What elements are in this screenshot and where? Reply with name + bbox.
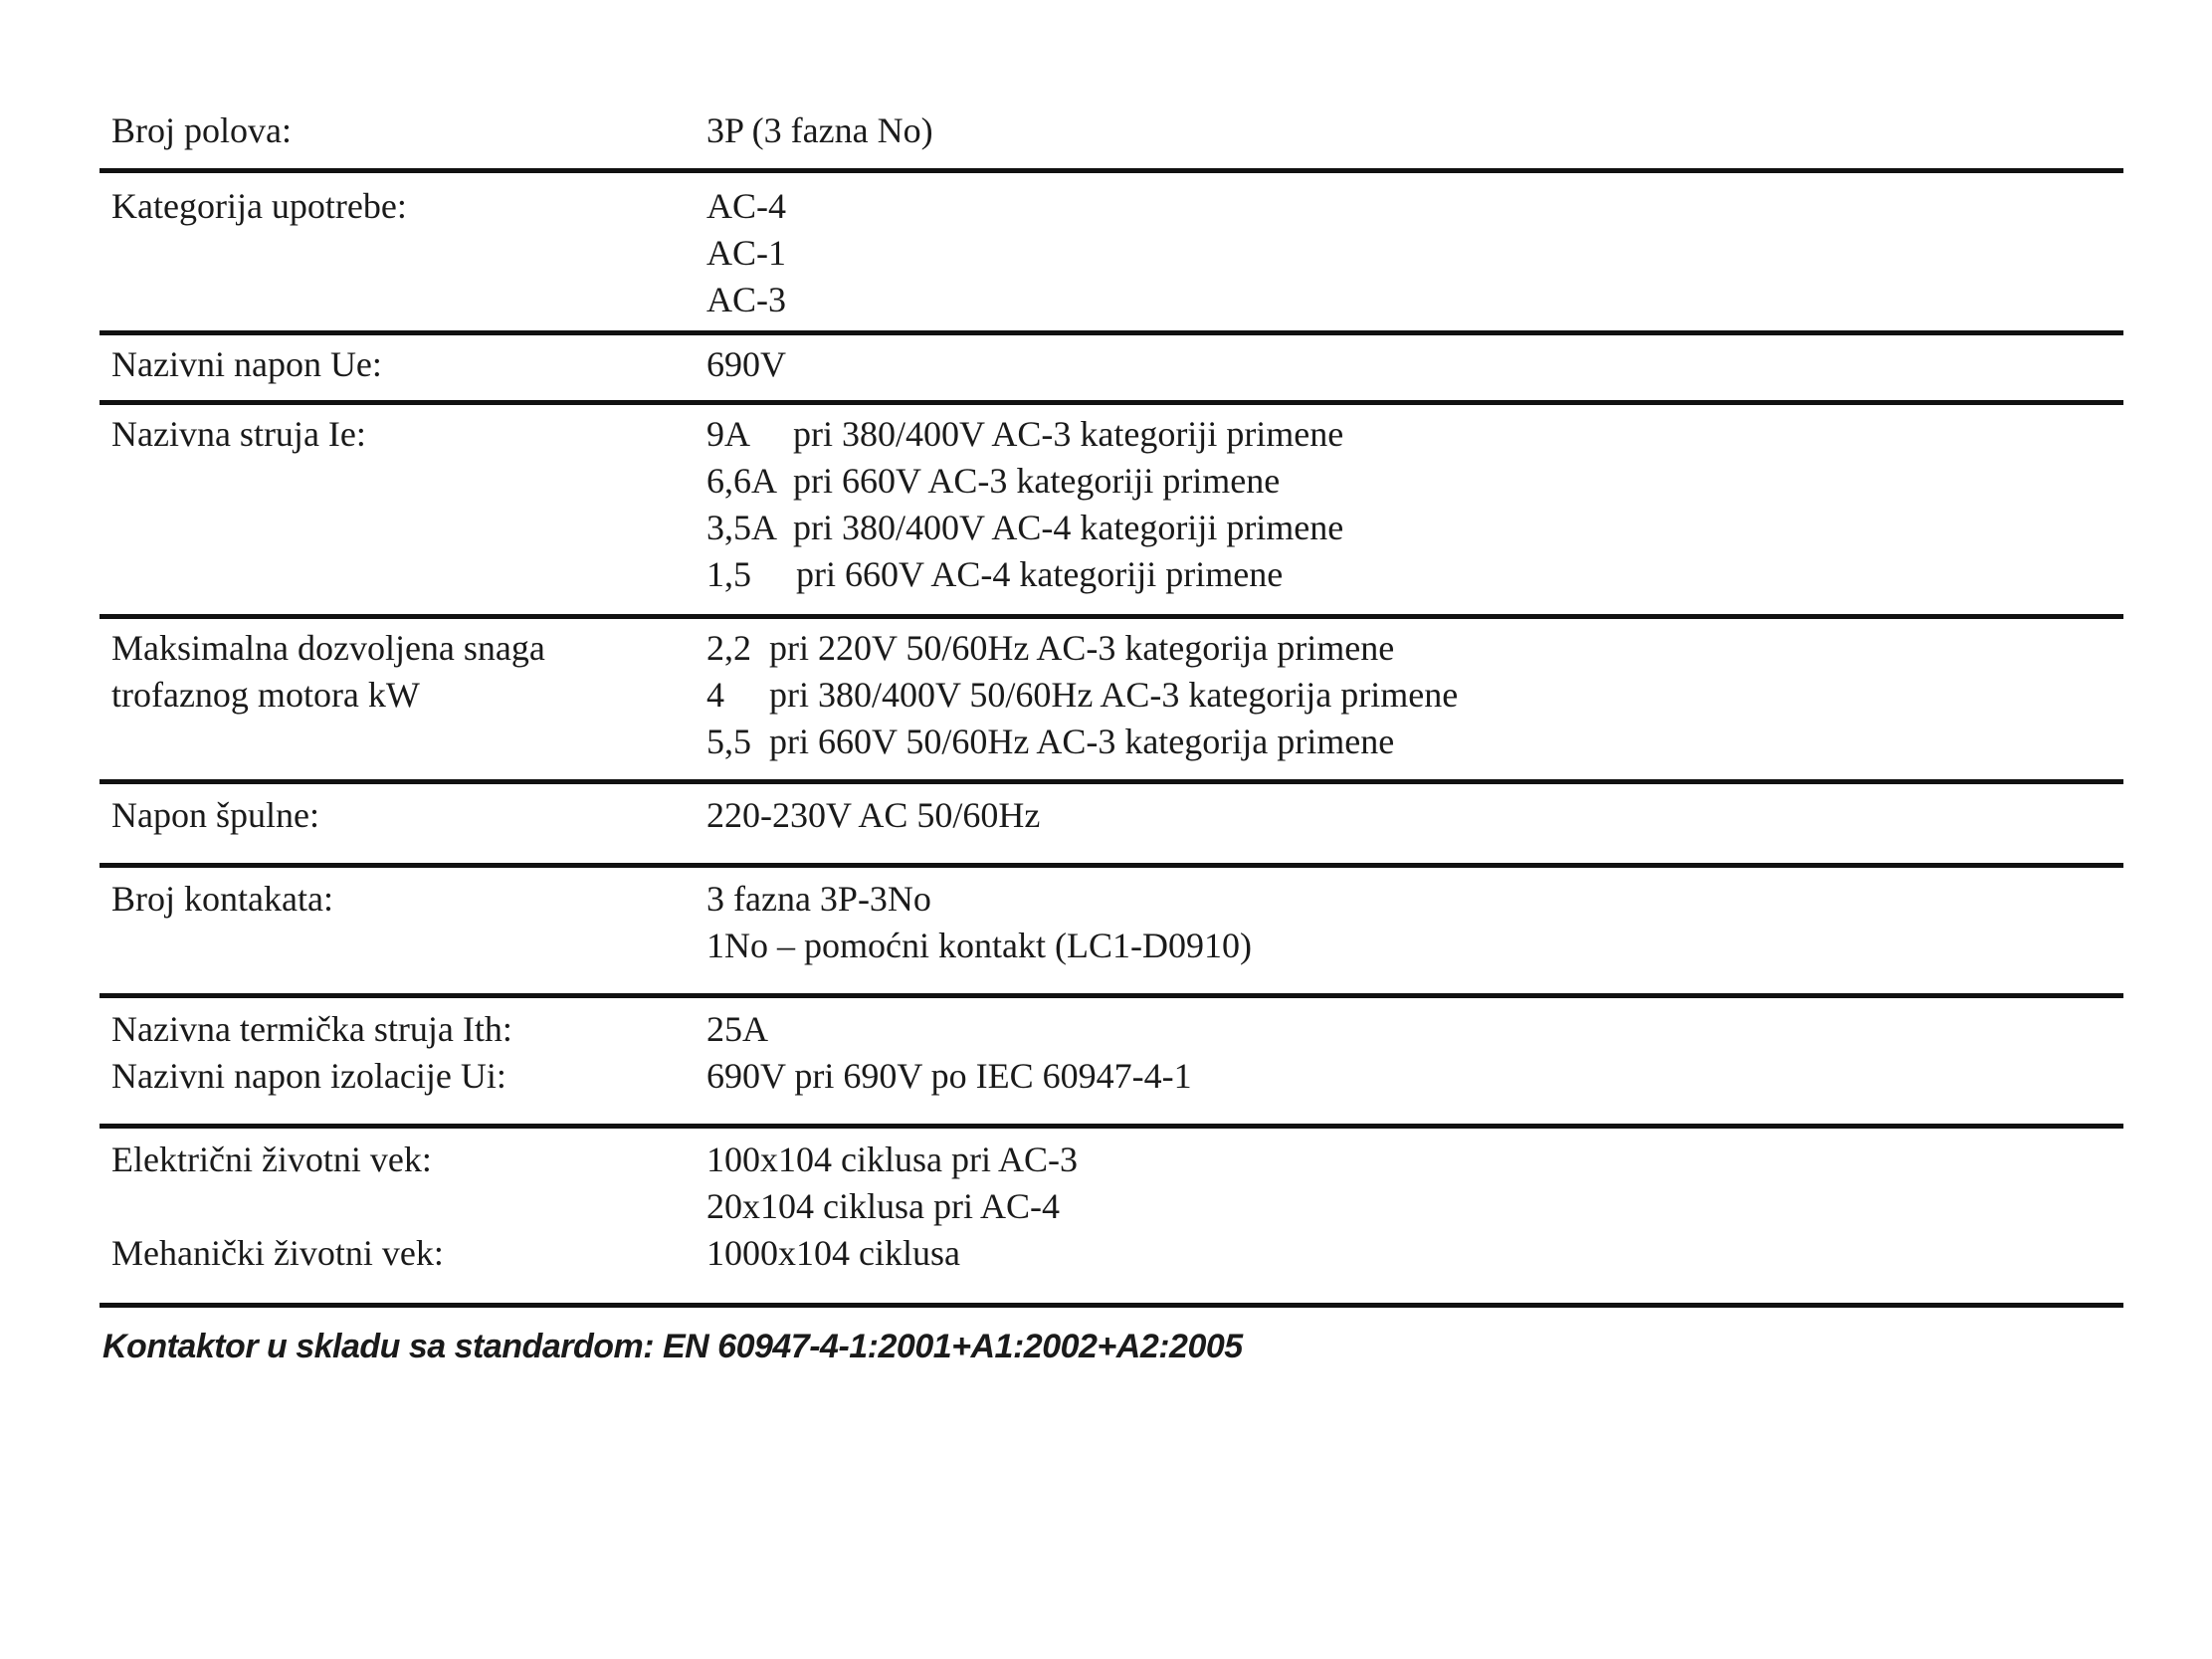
value-line: 6,6A pri 660V AC-3 kategoriji primene	[706, 461, 1281, 501]
value-line: 3P (3 fazna No)	[706, 110, 933, 150]
value-line: 5,5 pri 660V 50/60Hz AC-3 kategorija primene	[706, 722, 1395, 761]
value-line: AC-3	[706, 280, 786, 319]
label-spacer	[111, 1183, 706, 1230]
value-line: AC-1	[706, 233, 786, 273]
label-line: Napon špulne:	[111, 795, 319, 835]
spec-label	[100, 107, 706, 154]
value-line: 4 pri 380/400V 50/60Hz AC-3 kategorija primene	[706, 675, 1459, 715]
label-line: Električni životni vek:	[111, 1140, 432, 1179]
row-divider	[100, 1303, 2123, 1308]
spec-label	[100, 341, 706, 388]
spec-row-contact-count	[100, 868, 2123, 993]
spec-label	[100, 625, 706, 765]
value-line: 20x104 ciklusa pri AC-4	[706, 1186, 1060, 1226]
value-line: 3,5A pri 380/400V AC-4 kategoriji primene	[706, 508, 1344, 547]
spec-label	[100, 1137, 706, 1277]
spec-value	[706, 876, 2123, 969]
value-line: 3 fazna 3P-3No	[706, 879, 931, 919]
label-line: Broj polova:	[111, 110, 292, 150]
spec-label	[100, 876, 706, 969]
label-line: Nazivni napon izolacije Ui:	[111, 1056, 506, 1096]
spec-row-thermal-current-insulation	[100, 998, 2123, 1124]
label-line: Nazivna termička struja Ith:	[111, 1009, 512, 1049]
spec-value	[706, 1137, 2123, 1277]
spec-value	[706, 1006, 2123, 1100]
spec-row-rated-voltage	[100, 335, 2123, 400]
label-line: trofaznog motora kW	[111, 675, 420, 715]
value-line: 690V	[706, 344, 786, 384]
value-line: 9A pri 380/400V AC-3 kategoriji primene	[706, 414, 1344, 454]
spec-value	[706, 792, 2123, 839]
spec-row-pole-count	[100, 96, 2123, 168]
spec-value	[706, 107, 2123, 154]
spec-label	[100, 183, 706, 323]
spec-row-rated-current	[100, 405, 2123, 614]
label-line: Kategorija upotrebe:	[111, 186, 407, 226]
spec-value	[706, 625, 2123, 765]
spec-row-coil-voltage	[100, 784, 2123, 863]
value-line: 2,2 pri 220V 50/60Hz AC-3 kategorija primene	[706, 628, 1395, 668]
label-line: Nazivni napon Ue:	[111, 344, 382, 384]
spec-value	[706, 411, 2123, 598]
value-line: 220-230V AC 50/60Hz	[706, 795, 1041, 835]
value-line: 25A	[706, 1009, 768, 1049]
spec-label	[100, 792, 706, 839]
value-line: 690V pri 690V po IEC 60947-4-1	[706, 1056, 1192, 1096]
spec-label	[100, 411, 706, 598]
spec-label	[100, 1006, 706, 1100]
label-line: Nazivna struja Ie:	[111, 414, 366, 454]
value-line: 100x104 ciklusa pri AC-3	[706, 1140, 1078, 1179]
spec-row-max-motor-power	[100, 619, 2123, 779]
value-line: AC-4	[706, 186, 786, 226]
value-line: 1000x104 ciklusa	[706, 1233, 960, 1273]
spec-value	[706, 183, 2123, 323]
spec-row-utilization-category	[100, 173, 2123, 330]
label-line: Broj kontakata:	[111, 879, 333, 919]
spec-row-service-life	[100, 1129, 2123, 1303]
value-line: 1No – pomoćni kontakt (LC1-D0910)	[706, 926, 1252, 965]
spec-table	[100, 96, 2123, 1308]
label-line: Mehanički životni vek:	[111, 1233, 444, 1273]
spec-value	[706, 341, 2123, 388]
standard-compliance-note: Kontaktor u skladu sa standardom: EN 60947-4-1:2001+A1:2002+A2:2005	[102, 1328, 1243, 1365]
value-line: 1,5 pri 660V AC-4 kategoriji primene	[706, 554, 1284, 594]
label-line: Maksimalna dozvoljena snaga	[111, 628, 545, 668]
